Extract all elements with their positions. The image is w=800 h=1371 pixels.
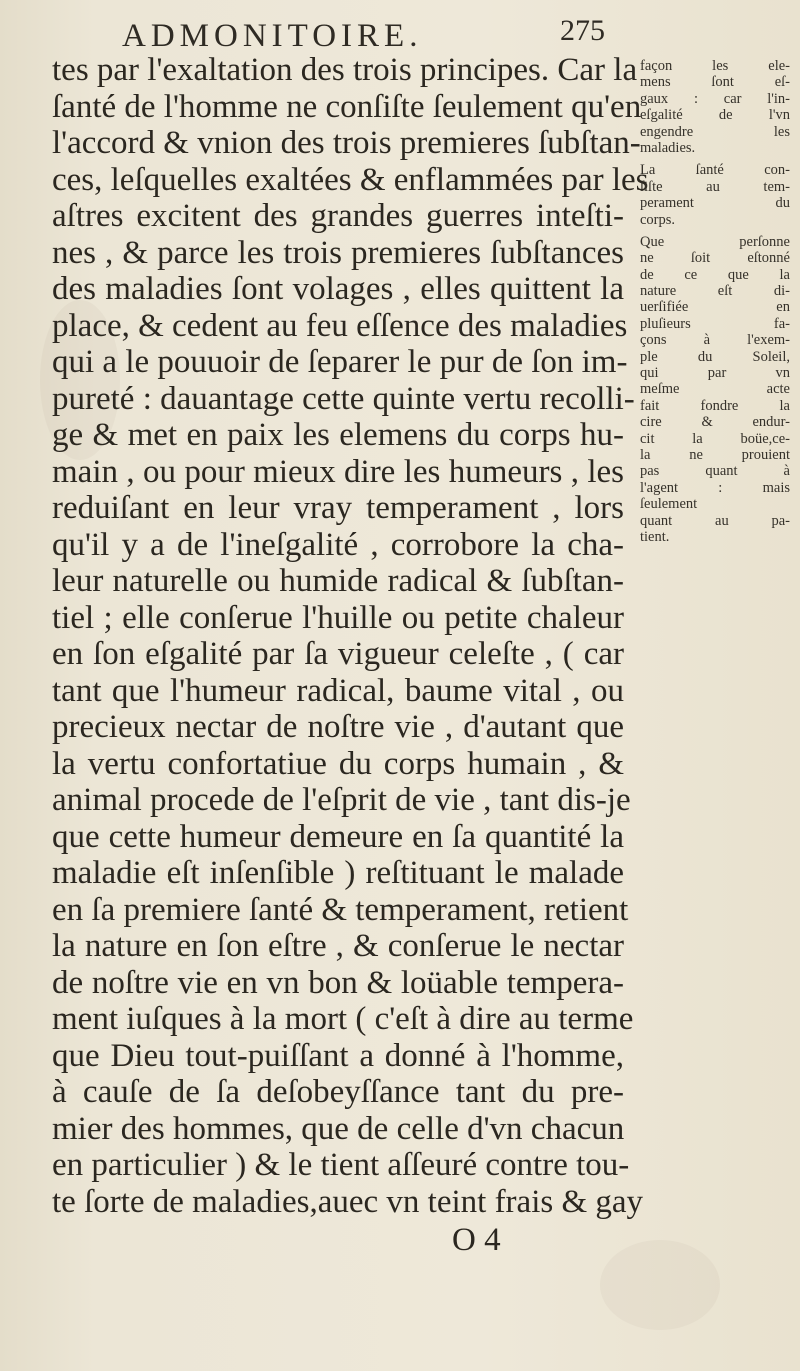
paper-stain xyxy=(600,1240,720,1330)
margin-note-line: de ce que la xyxy=(640,266,790,283)
text-line: à cauſe de ſa deſobeyſſance tant du pre- xyxy=(52,1074,624,1110)
margin-note-line: çons à l'exem- xyxy=(640,332,790,349)
margin-note-line: La ſanté con- xyxy=(640,162,790,179)
margin-note-line: qui par vn xyxy=(640,365,790,382)
text-line: tes par l'exaltation des trois principes. Car la xyxy=(52,52,638,88)
margin-note-line: ſiſte au tem- xyxy=(640,178,790,195)
text-line: main , ou pour mieux dire les humeurs , les xyxy=(52,453,624,490)
text-line: pureté : dauantage cette quinte vertu recolli- xyxy=(52,380,635,417)
text-line: ſanté de l'homme ne conſiſte ſeulement qu'en xyxy=(52,88,642,125)
text-line: tiel ; elle conſerue l'huille ou petite chaleur xyxy=(52,599,624,636)
text-line: animal procede de l'eſprit de vie , tant dis-je xyxy=(52,782,631,818)
margin-note-line: cire & endur- xyxy=(640,414,790,431)
text-line: mier des hommes, que de celle d'vn chacun xyxy=(52,1110,625,1147)
margin-note-line: cit la boüe,ce- xyxy=(640,430,790,447)
margin-note xyxy=(640,162,790,228)
text-line: tant que l'humeur radical, baume vital , ou xyxy=(52,672,624,709)
margin-note-line: meſme acte xyxy=(640,381,790,398)
text-line: de noſtre vie en vn bon & loüable tempera- xyxy=(52,964,624,1001)
margin-note xyxy=(640,58,790,156)
text-line: la nature en ſon eſtre , & conſerue le nectar xyxy=(52,928,624,964)
margin-note-line: fait fondre la xyxy=(640,397,790,414)
margin-note-line: tient. xyxy=(640,528,670,545)
text-line: reduiſant en leur vray temperament , lors xyxy=(52,490,624,526)
text-line: place, & cedent au feu eſſence des maladies xyxy=(52,307,628,344)
margin-note-line: engendre les xyxy=(640,123,790,140)
margin-notes xyxy=(640,58,790,545)
text-line: des maladies ſont volages , elles quittent la xyxy=(52,271,624,307)
margin-note-line: perament du xyxy=(640,195,790,212)
margin-note-line: eſgalité de l'vn xyxy=(640,107,790,124)
margin-note-line: pluſieurs fa- xyxy=(640,315,790,332)
text-line: qui a le pouuoir de ſeparer le pur de ſon im- xyxy=(52,344,628,380)
text-line: en ſa premiere ſanté & temperament, retient xyxy=(52,891,629,928)
running-title: ADMONITOIRE. xyxy=(122,18,423,54)
margin-note-line: ſeulement xyxy=(640,496,698,513)
catchword: O 4 xyxy=(452,1222,501,1258)
margin-note-line: uerſifiée en xyxy=(640,299,790,316)
text-line: ment iuſques à la mort ( c'eſt à dire au terme xyxy=(52,1001,634,1037)
margin-note-line: mens ſont eſ- xyxy=(640,74,790,91)
margin-note-line: ple du Soleil, xyxy=(640,348,790,365)
text-line: aſtres excitent des grandes guerres inteſti- xyxy=(52,198,624,234)
text-line: en particulier ) & le tient aſſeuré contre tou- xyxy=(52,1147,630,1183)
margin-note-line: ne ſoit eſtonné xyxy=(640,250,790,267)
page-number: 275 xyxy=(560,14,605,47)
body-text xyxy=(52,52,649,1220)
margin-note-line: la ne prouient xyxy=(640,446,790,463)
margin-note-line: nature eſt di- xyxy=(640,283,790,300)
text-line: precieux nectar de noſtre vie , d'autant que xyxy=(52,709,624,745)
text-line: maladie eſt inſenſible ) reſtituant le malade xyxy=(52,855,624,891)
text-line: nes , & parce les trois premieres ſubſtances xyxy=(52,234,624,271)
text-line: ces, leſquelles exaltées & enflammées par les xyxy=(52,161,649,198)
margin-note-line: gaux : car l'in- xyxy=(640,90,790,107)
margin-note-line: quant au pa- xyxy=(640,512,790,529)
margin-note xyxy=(640,234,790,545)
text-line: que cette humeur demeure en ſa quantité la xyxy=(52,818,624,855)
margin-note-line: Que perſonne xyxy=(640,233,790,250)
text-line: ge & met en paix les elemens du corps hu- xyxy=(52,417,624,453)
text-line: l'accord & vnion des trois premieres ſubſtan- xyxy=(52,125,641,161)
margin-note-line: maladies. xyxy=(640,139,696,156)
text-line: que Dieu tout-puiſſant a donné à l'homme, xyxy=(52,1037,624,1074)
margin-note-line: pas quant à xyxy=(640,463,790,480)
margin-note-line: l'agent : mais xyxy=(640,479,790,496)
text-line: qu'il y a de l'ineſgalité , corrobore la cha- xyxy=(52,526,624,563)
text-line: la vertu confortatiue du corps humain , & xyxy=(52,745,624,782)
text-line: leur naturelle ou humide radical & ſubſtan- xyxy=(52,563,624,599)
text-line: en ſon eſgalité par ſa vigueur celeſte , ( car xyxy=(52,636,624,672)
margin-note-line: façon les ele- xyxy=(640,58,790,74)
page-header xyxy=(0,10,800,58)
text-line: te ſorte de maladies,auec vn teint frais & gay xyxy=(52,1183,644,1220)
margin-note-line: corps. xyxy=(640,211,676,228)
